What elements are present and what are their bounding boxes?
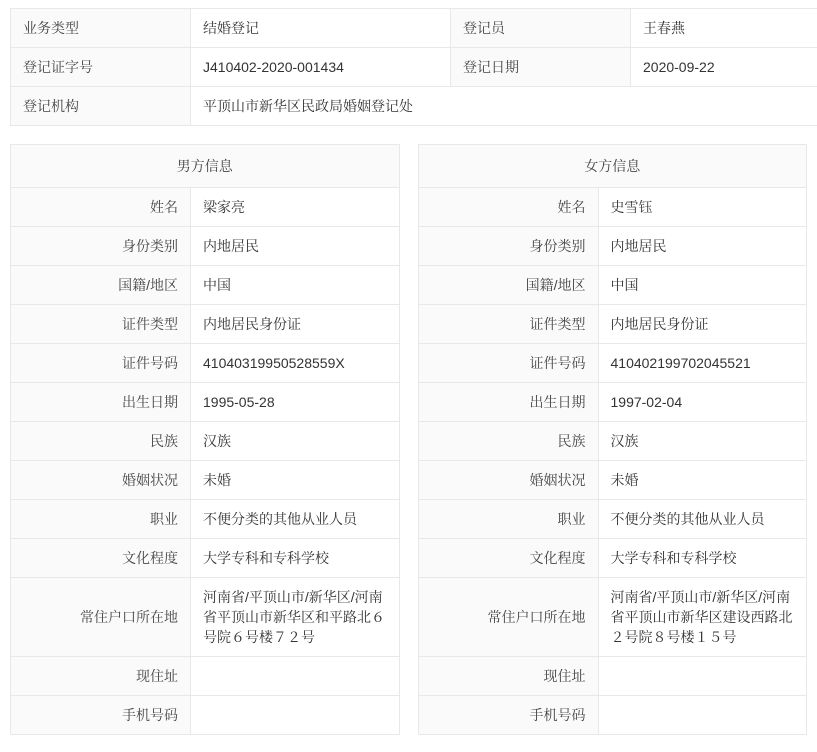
business-type-value: 结婚登记 <box>191 9 451 48</box>
female-field-value: 内地居民身份证 <box>598 305 806 344</box>
table-row <box>11 266 399 305</box>
male-field-label: 证件号码 <box>11 344 191 383</box>
female-field-value: 410402199702045521 <box>598 344 806 383</box>
male-field-label: 文化程度 <box>11 539 191 578</box>
female-field-value: 史雪钰 <box>598 188 806 227</box>
male-field-value: 中国 <box>191 266 399 305</box>
table-row <box>11 657 399 696</box>
table-row <box>11 500 399 539</box>
table-row <box>419 578 807 657</box>
female-info-table <box>419 188 807 734</box>
female-field-value: 河南省/平顶山市/新华区/河南省平顶山市新华区建设西路北２号院８号楼１５号 <box>598 578 806 657</box>
female-field-label: 婚姻状况 <box>419 461 599 500</box>
male-field-value: 梁家亮 <box>191 188 399 227</box>
table-row <box>11 48 817 87</box>
female-field-label: 证件号码 <box>419 344 599 383</box>
registrar-label: 登记员 <box>451 9 631 48</box>
male-field-label: 民族 <box>11 422 191 461</box>
female-field-label: 国籍/地区 <box>419 266 599 305</box>
table-row <box>11 383 399 422</box>
table-row <box>419 657 807 696</box>
table-row <box>419 383 807 422</box>
female-field-value <box>598 657 806 696</box>
female-field-label: 民族 <box>419 422 599 461</box>
table-row <box>419 344 807 383</box>
table-row <box>11 461 399 500</box>
table-row <box>419 500 807 539</box>
table-row <box>11 9 817 48</box>
registrar-value: 王春燕 <box>631 9 817 48</box>
table-row <box>11 696 399 735</box>
table-row <box>419 461 807 500</box>
table-row <box>11 188 399 227</box>
female-field-label: 身份类别 <box>419 227 599 266</box>
male-field-value: 1995-05-28 <box>191 383 399 422</box>
male-field-label: 手机号码 <box>11 696 191 735</box>
table-row <box>419 188 807 227</box>
male-field-label: 出生日期 <box>11 383 191 422</box>
male-field-value: 不便分类的其他从业人员 <box>191 500 399 539</box>
male-panel-title: 男方信息 <box>11 145 399 188</box>
male-field-value: 汉族 <box>191 422 399 461</box>
female-field-value: 内地居民 <box>598 227 806 266</box>
male-field-value: 内地居民身份证 <box>191 305 399 344</box>
male-info-panel <box>10 144 400 735</box>
male-field-value: 大学专科和专科学校 <box>191 539 399 578</box>
female-field-label: 现住址 <box>419 657 599 696</box>
female-field-value <box>598 696 806 735</box>
table-row <box>419 696 807 735</box>
female-field-value: 中国 <box>598 266 806 305</box>
table-row <box>419 305 807 344</box>
female-info-panel <box>418 144 808 735</box>
male-field-value <box>191 696 399 735</box>
table-row <box>419 266 807 305</box>
female-field-label: 常住户口所在地 <box>419 578 599 657</box>
female-field-label: 职业 <box>419 500 599 539</box>
male-field-label: 国籍/地区 <box>11 266 191 305</box>
female-field-label: 出生日期 <box>419 383 599 422</box>
certificate-number-label: 登记证字号 <box>11 48 191 87</box>
male-info-table <box>11 188 399 734</box>
female-field-value: 1997-02-04 <box>598 383 806 422</box>
female-field-value: 不便分类的其他从业人员 <box>598 500 806 539</box>
table-row <box>11 344 399 383</box>
table-row <box>11 305 399 344</box>
male-field-label: 姓名 <box>11 188 191 227</box>
registration-office-value: 平顶山市新华区民政局婚姻登记处 <box>191 87 817 126</box>
male-field-value: 41040319950528559X <box>191 344 399 383</box>
male-field-value: 未婚 <box>191 461 399 500</box>
male-field-label: 常住户口所在地 <box>11 578 191 657</box>
table-row <box>11 539 399 578</box>
table-row <box>11 227 399 266</box>
male-field-label: 婚姻状况 <box>11 461 191 500</box>
male-field-value <box>191 657 399 696</box>
female-field-label: 证件类型 <box>419 305 599 344</box>
registration-date-label: 登记日期 <box>451 48 631 87</box>
certificate-number-value: J410402-2020-001434 <box>191 48 451 87</box>
table-row <box>11 578 399 657</box>
table-row <box>11 87 817 126</box>
registration-summary-table <box>10 8 817 126</box>
female-field-label: 文化程度 <box>419 539 599 578</box>
female-panel-title: 女方信息 <box>419 145 807 188</box>
table-row <box>419 539 807 578</box>
male-field-label: 身份类别 <box>11 227 191 266</box>
female-field-value: 未婚 <box>598 461 806 500</box>
party-info-panels <box>10 144 807 735</box>
male-field-label: 证件类型 <box>11 305 191 344</box>
female-field-label: 姓名 <box>419 188 599 227</box>
female-field-value: 汉族 <box>598 422 806 461</box>
female-field-value: 大学专科和专科学校 <box>598 539 806 578</box>
table-row <box>419 227 807 266</box>
business-type-label: 业务类型 <box>11 9 191 48</box>
male-field-label: 现住址 <box>11 657 191 696</box>
male-field-value: 内地居民 <box>191 227 399 266</box>
table-row <box>11 422 399 461</box>
registration-date-value: 2020-09-22 <box>631 48 817 87</box>
table-row <box>419 422 807 461</box>
registration-office-label: 登记机构 <box>11 87 191 126</box>
female-field-label: 手机号码 <box>419 696 599 735</box>
male-field-value: 河南省/平顶山市/新华区/河南省平顶山市新华区和平路北６号院６号楼７２号 <box>191 578 399 657</box>
male-field-label: 职业 <box>11 500 191 539</box>
